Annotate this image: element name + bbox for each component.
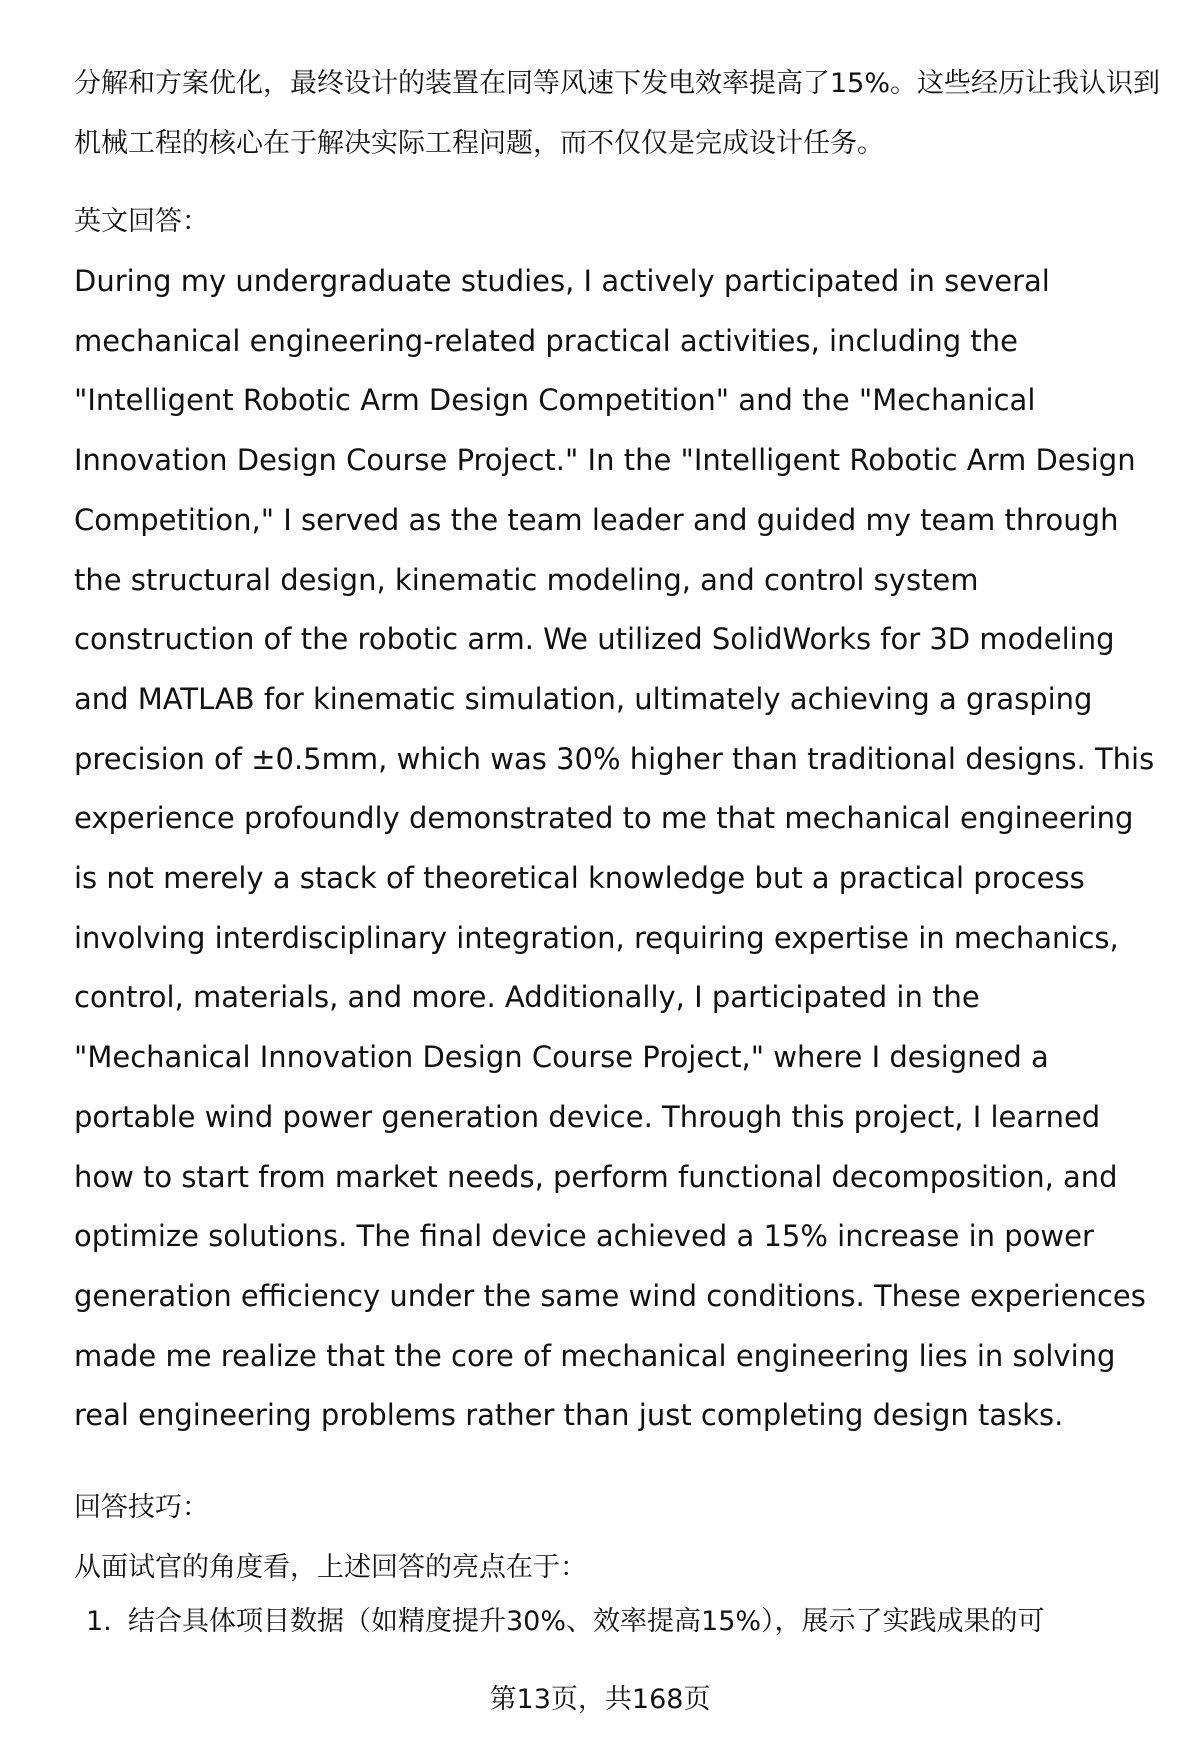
tips-intro: 从面试官的角度看，上述回答的亮点在于： <box>74 1552 587 1584</box>
list-item-number: 1. <box>86 1606 112 1638</box>
chinese-answer-continuation: 分解和方案优化，最终设计的装置在同等风速下发电效率提高了15%。这些经历让我认识到机械工程的核心在于解决实际工程问题，而不仅仅是完成设计任务。 <box>74 68 1161 159</box>
list-item-text: 结合具体项目数据（如精度提升30%、效率提高15%），展示了实践成果的可 <box>128 1606 1045 1638</box>
page-footer: 第13页，共168页 <box>489 1684 711 1715</box>
english-answer-text: During my undergraduate studies, I actively participated in several mechanical engineering-related practical activities, including the "Intelligent Robotic Arm Design Competition" and the "Mechanical Innovation Design Course Project." In the "Intelligent Robotic Arm Design Competition," I served as the team leader and guided my team through the structural design, kinematic modeling, and control system construction of the robotic arm. We utilized SolidWorks for 3D modeling and MATLAB for kinematic simulation, ultimately achieving a grasping precision of ±0.5mm, which was 30% higher than traditional designs. This experience profoundly demonstrated to me that mechanical engineering is not merely a stack of theoretical knowledge but a practical process involving interdisciplinary integration, requiring expertise in mechanics, control, materials, and more. Additionally, I participated in the "Mechanical Innovation Design Course Project," where I designed a portable wind power generation device. Through this project, I learned how to start from market needs, perform functional decomposition, and optimize solutions. The final device achieved a 15% increase in power generation efficiency under the same wind conditions. These experiences made me realize that the core of mechanical engineering lies in solving real engineering problems rather than just completing design tasks. <box>74 264 1155 1433</box>
tips-heading: 回答技巧： <box>74 1492 209 1524</box>
tips-list <box>74 1598 1164 1646</box>
list-item <box>74 1598 1164 1646</box>
english-answer-heading: 英文回答： <box>74 206 209 237</box>
page-content <box>74 54 1164 1646</box>
